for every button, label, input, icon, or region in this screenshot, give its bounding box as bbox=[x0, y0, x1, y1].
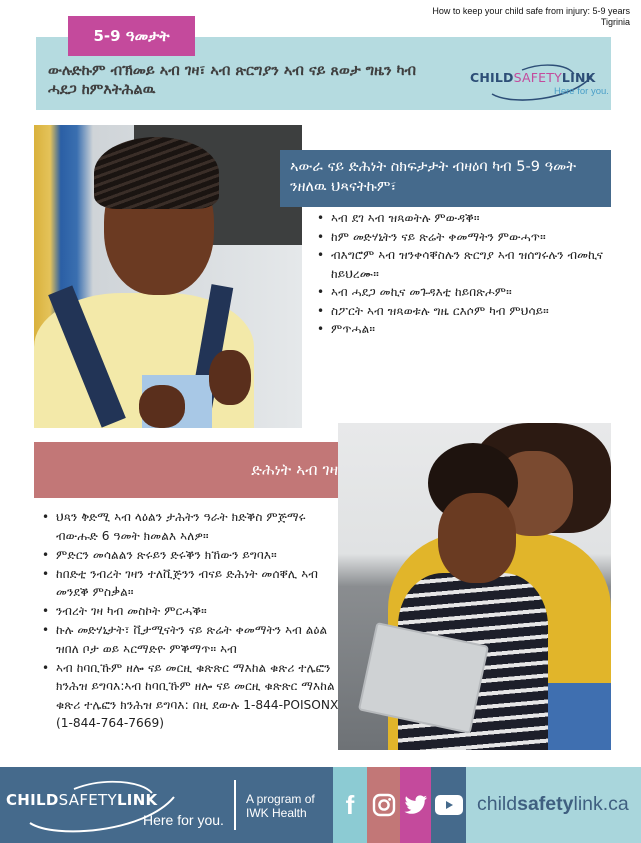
site-text-bold: safety bbox=[517, 793, 574, 815]
home-safety-heading: ድሕነት ኣብ ገዛ bbox=[34, 442, 350, 498]
photo-girl-with-backpack bbox=[34, 125, 302, 428]
age-range-tag: 5-9 ዓመታት bbox=[68, 16, 195, 56]
facebook-link[interactable] bbox=[333, 767, 367, 843]
twitter-link[interactable] bbox=[400, 767, 431, 843]
list-item: • ስፖርት ኣብ ዝጻወቱሉ ግዜ ርእሶም ካብ ምህሳይ። bbox=[315, 302, 635, 321]
site-text-pre: child bbox=[477, 793, 518, 815]
photo-mother-daughter-tablet bbox=[338, 423, 611, 750]
list-item: • ከበድቲ ንብረት ገዛን ተለቪጅንን ብናይ ድሕነት መሰቐሊ ኣብ መንደቕ ምስቃል። bbox=[40, 565, 340, 602]
program-line-1: A program of bbox=[246, 792, 315, 806]
youtube-link[interactable] bbox=[431, 767, 466, 843]
safety-concerns-heading: ኣውራ ናይ ድሕነት ስክፍታታት ብዛዕባ ካብ 5-9 ዓመት ንዘለዉ ህጻናትኩም፣ bbox=[280, 150, 611, 207]
safety-concerns-list bbox=[315, 209, 635, 339]
footer-logo-tagline: Here for you. bbox=[143, 812, 224, 828]
footer-logo-link-text: LINK bbox=[116, 791, 158, 809]
list-item: • ምጥሓል። bbox=[315, 320, 635, 339]
instagram-icon bbox=[372, 793, 396, 817]
footer-logo-safety-text: SAFETY bbox=[58, 791, 117, 809]
document-title: How to keep your child safe from injury: 5-9 years bbox=[432, 6, 630, 16]
document-language: Tigrinia bbox=[600, 17, 630, 27]
logo-tagline: Here for you. bbox=[554, 86, 609, 97]
program-line-2: IWK Health bbox=[246, 806, 307, 820]
list-item: • ኩሉ መድሃኒታት፣ ቪታሚናትን ናይ ጽሬት ቀመማትን ኣብ ልዕል ዝበለ ቦታ ወይ ኣርማድዮ ምቕማጥ። ኣብ bbox=[40, 621, 340, 658]
document-meta bbox=[432, 6, 630, 28]
list-item: • ብእግሮም ኣብ ዝንቀሳቐስሉን ጽርግያ ኣብ ዝሰግሩሉን ብመኪና ከይህረሙ። bbox=[315, 246, 635, 283]
logo-link-text: LINK bbox=[561, 70, 596, 85]
footer-logo-child-text: CHILD bbox=[6, 791, 59, 809]
list-item: • ኣብ ሓደጋ መኪና መጉዳእቲ ከይበጽሖም። bbox=[315, 283, 635, 302]
list-item: • ምድርን መሳልልን ጽሩይን ድሩቕን ክኸውን ይግባእ። bbox=[40, 546, 340, 565]
home-safety-list bbox=[40, 508, 340, 733]
instagram-link[interactable] bbox=[367, 767, 400, 843]
list-item: • ከም መድሃኒትን ናይ ጽሬት ቀመማትን ምውሓጥ። bbox=[315, 228, 635, 247]
program-attribution bbox=[246, 792, 315, 820]
list-item: • ንብረት ገዛ ካብ መስኮት ምርሓቕ። bbox=[40, 602, 340, 621]
childsafetylink-logo bbox=[470, 62, 615, 102]
facebook-icon: f bbox=[345, 789, 355, 820]
footer-divider bbox=[234, 780, 236, 830]
footer-logo bbox=[6, 791, 157, 809]
logo-safety-text: SAFETY bbox=[513, 70, 562, 85]
site-text-post: link.ca bbox=[573, 793, 629, 815]
list-item: • ህጻን ቅድሚ ኣብ ላዕልን ታሕትን ዓራት ክድቕስ ምጅማሩ ብውሑድ 6 ዓመት ክመልእ ኣለዎ። bbox=[40, 508, 340, 545]
youtube-icon bbox=[435, 795, 463, 815]
page-title: ውሉድኩም ብኽመይ ኣብ ገዛ፣ ኣብ ጽርግያን ኣብ ናይ ጸወታ ግዜን ካብ ሓደጋ ከምእትሕልዉ bbox=[48, 63, 417, 98]
list-item: • ኣብ ከባቢኹም ዘሎ ናይ መርዚ ቁጽጽር ማእከል ቁጽሪ ተሌፎን ክንሕዝ ይግባእ:ኣብ ከባቢኹም ዘሎ ናይ መርዚ ቁጽጽር ማእከል ቁጽሪ ተሌፎን ክንሕዝ ይግባእ: በዚ ደውሉ 1-844-POISONX (1-844-764-7669) bbox=[40, 659, 340, 733]
logo-child-text: CHILD bbox=[470, 70, 514, 85]
list-item: • ኣብ ደገ ኣብ ዝጻወትሉ ምውዳቕ። bbox=[315, 209, 635, 228]
twitter-icon bbox=[404, 795, 428, 815]
website-link[interactable] bbox=[477, 793, 629, 816]
footer bbox=[0, 767, 641, 843]
